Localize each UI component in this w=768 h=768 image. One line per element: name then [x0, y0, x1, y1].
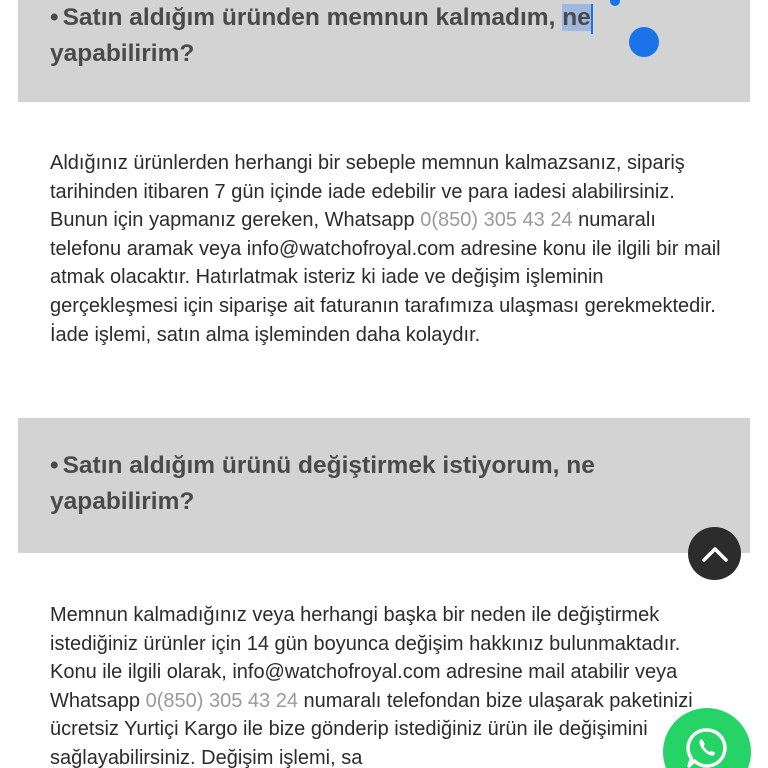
- faq-question-2[interactable]: [18, 418, 750, 553]
- answer-text: numaralı telefonu aramak veya info@watchofroyal.com adresine konu ile ilgili bir mail atmak olacaktır. Hatırlatmak isteriz ki iade ve değişim işleminin gerçekleşmesi için siparişe ait faturanın tarafımıza ulaşması gerekmektedir. İade işlemi, satın alma işleminden daha kolaydır.: [50, 209, 721, 346]
- faq-answer-1: [50, 149, 730, 349]
- chevron-up-icon: [702, 546, 728, 562]
- answer-text: numaralı telefondan bize ulaşarak paketinizi ücretsiz Yurtiçi Kargo ile bize gönderip istediğiniz ürün ile değişimini sağlayabilirsiniz. Değişim işlemi, sa: [50, 689, 693, 768]
- faq-answer-2: [50, 601, 730, 768]
- answer-text: Aldığınız ürünlerden herhangi bir sebeple memnun kalmazsanız, sipariş tarihinden itibaren 7 gün içinde iade edebilir ve para iadesi alabilirsiniz. Bunun için yapmanız gereken, Whatsapp: [50, 152, 685, 232]
- whatsapp-icon: [685, 726, 729, 768]
- bullet: •: [50, 4, 59, 31]
- phone-link[interactable]: 0(850) 305 43 24: [145, 689, 298, 712]
- phone-link[interactable]: 0(850) 305 43 24: [420, 209, 573, 232]
- faq-question-1-title: [50, 0, 718, 72]
- question-text-line2: yapabilirim?: [50, 40, 195, 67]
- text-selection[interactable]: [562, 4, 591, 31]
- answer-text: Memnun kalmadığınız veya herhangi başka bir neden ile değiştirmek istediğiniz ürünler için 14 gün boyunca değişim hakkınız bulunmaktadır. Konu ile ilgili olarak, info@watchofroyal.com adresine mail atabilir veya Whatsapp: [50, 604, 681, 712]
- selected-text: ne: [562, 4, 591, 31]
- bullet: •: [50, 452, 59, 479]
- faq-question-2-title: [50, 448, 718, 520]
- question-text: Satın aldığım üründen memnun kalmadım,: [62, 4, 563, 31]
- scroll-to-top-button[interactable]: [688, 527, 741, 580]
- selection-caret: [591, 4, 593, 34]
- selection-end-handle[interactable]: [629, 27, 659, 57]
- question-text: Satın aldığım ürünü değiştirmek istiyorum, ne yapabilirim?: [50, 452, 595, 515]
